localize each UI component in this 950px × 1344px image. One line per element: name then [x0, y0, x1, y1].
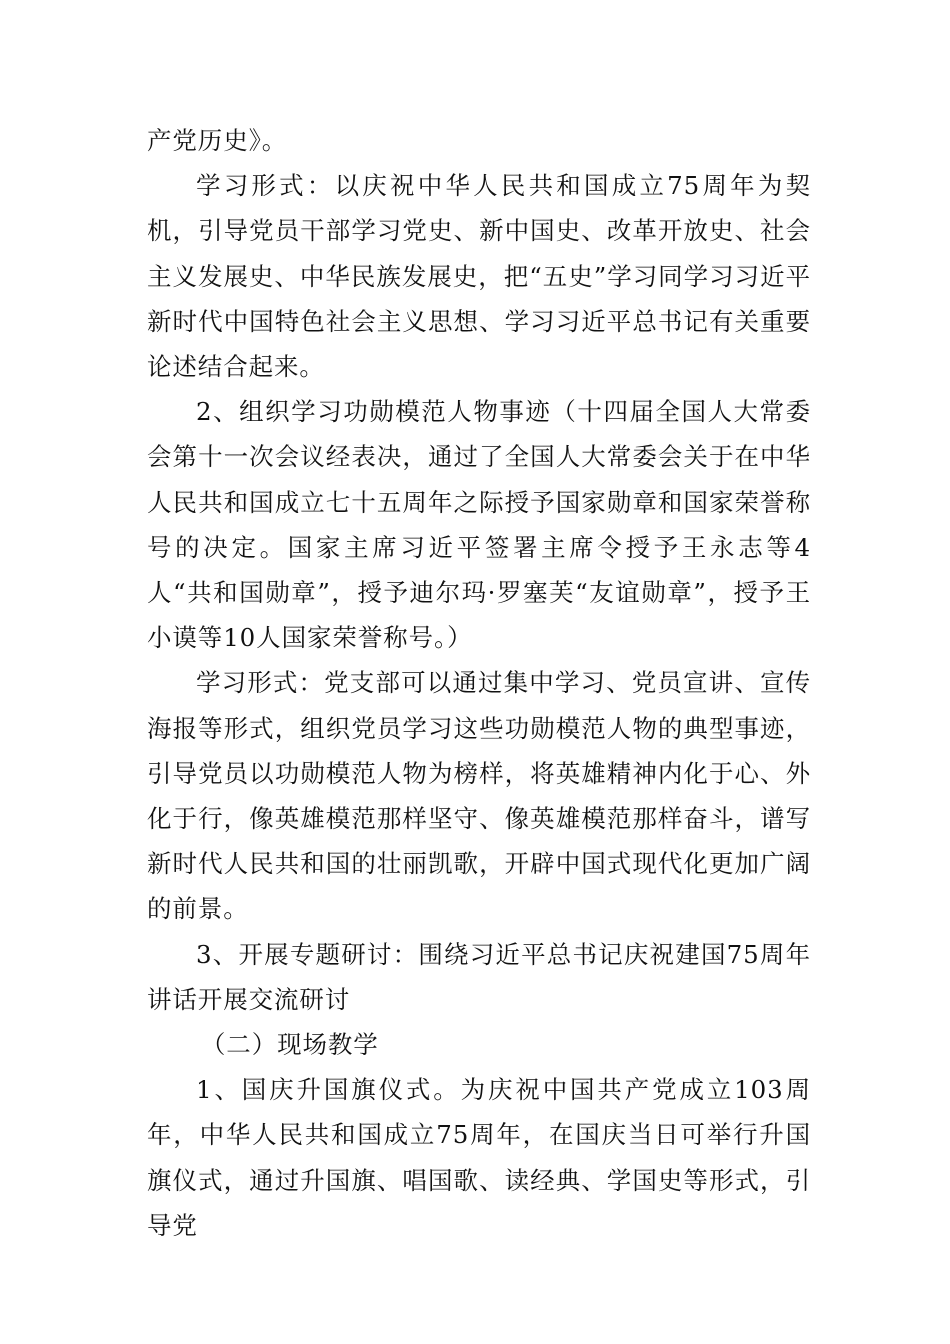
paragraph-study-format-history: 学习形式：以庆祝中华人民共和国成立75周年为契机，引导党员干部学习党史、新中国史、改革开放史、社会主义发展史、中华民族发展史，把“五史”学习同学习习近平新时代中国特色社会主义思想、学习习近平总书记有关重要论述结合起来。	[147, 171, 811, 382]
paragraph-item-3-seminar: 3、开展专题研讨：围绕习近平总书记庆祝建国75周年讲话开展交流研讨	[147, 939, 811, 1014]
paragraph-continuation: 产党历史》。	[147, 126, 288, 155]
paragraph-study-format-heroes: 学习形式：党支部可以通过集中学习、党员宣讲、宣传海报等形式，组织党员学习这些功勋模范人物的典型事迹，引导党员以功勋模范人物为榜样，将英雄精神内化于心、外化于行，像英雄模范那样坚守、像英雄模范那样奋斗，谱写新时代人民共和国的壮丽凯歌，开辟中国式现代化更加广阔的前景。	[147, 668, 811, 924]
document-body	[147, 118, 811, 1248]
paragraph-item-2-heroes: 2、组织学习功勋模范人物事迹（十四届全国人大常委会第十一次会议经表决，通过了全国人大常委会关于在中华人民共和国成立七十五周年之际授予国家勋章和国家荣誉称号的决定。国家主席习近平签署主席令授予王永志等4人“共和国勋章”，授予迪尔玛·罗塞芙“友谊勋章”，授予王小谟等10人国家荣誉称号。）	[147, 397, 811, 653]
paragraph-item-1-flag-raising: 1、国庆升国旗仪式。为庆祝中国共产党成立103周年，中华人民共和国成立75周年，在国庆当日可举行升国旗仪式，通过升国旗、唱国歌、读经典、学国史等形式，引导党	[147, 1075, 811, 1240]
section-heading-onsite-teaching: （二）现场教学	[200, 1030, 379, 1060]
